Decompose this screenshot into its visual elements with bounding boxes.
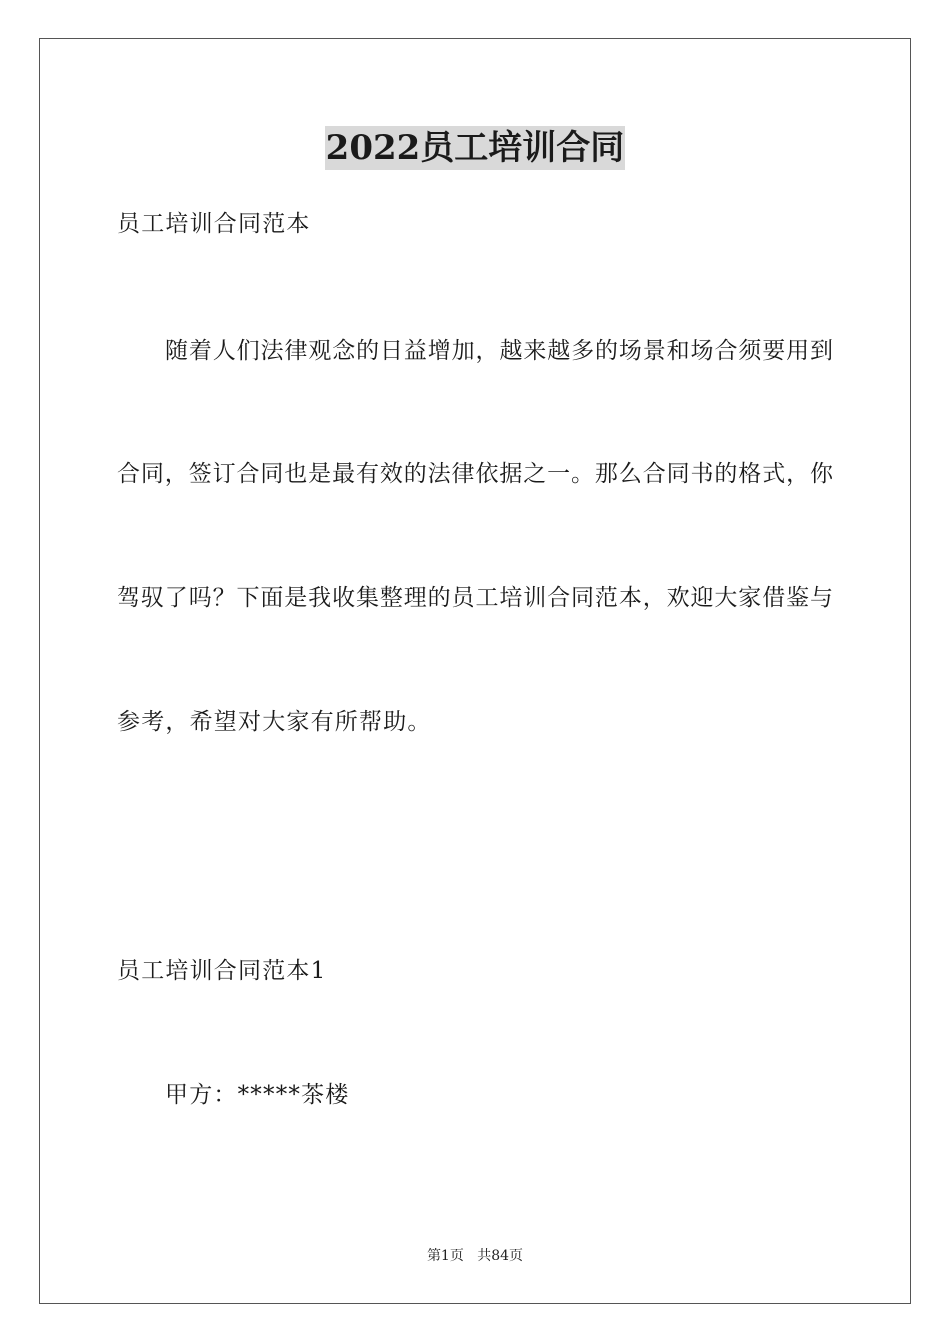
document-subtitle: 员工培训合同范本 [117,211,311,237]
intro-line-2: 合同，签订合同也是最有效的法律依据之一。那么合同书的格式，你 [117,461,833,487]
page-total: 共84页 [477,1248,524,1264]
intro-line-1: 随着人们法律观念的日益增加，越来越多的场景和场合须要用到 [165,338,833,364]
page-number: 第1页 [426,1248,464,1264]
title-container [0,126,950,170]
page-footer [0,1246,950,1266]
party-a-line: 甲方：*****茶楼 [165,1082,350,1108]
intro-line-3: 驾驭了吗？下面是我收集整理的员工培训合同范本，欢迎大家借鉴与 [117,585,833,611]
intro-line-4: 参考，希望对大家有所帮助。 [117,709,432,735]
section-heading: 员工培训合同范本1 [117,958,327,984]
document-title: 2022员工培训合同 [325,128,625,168]
